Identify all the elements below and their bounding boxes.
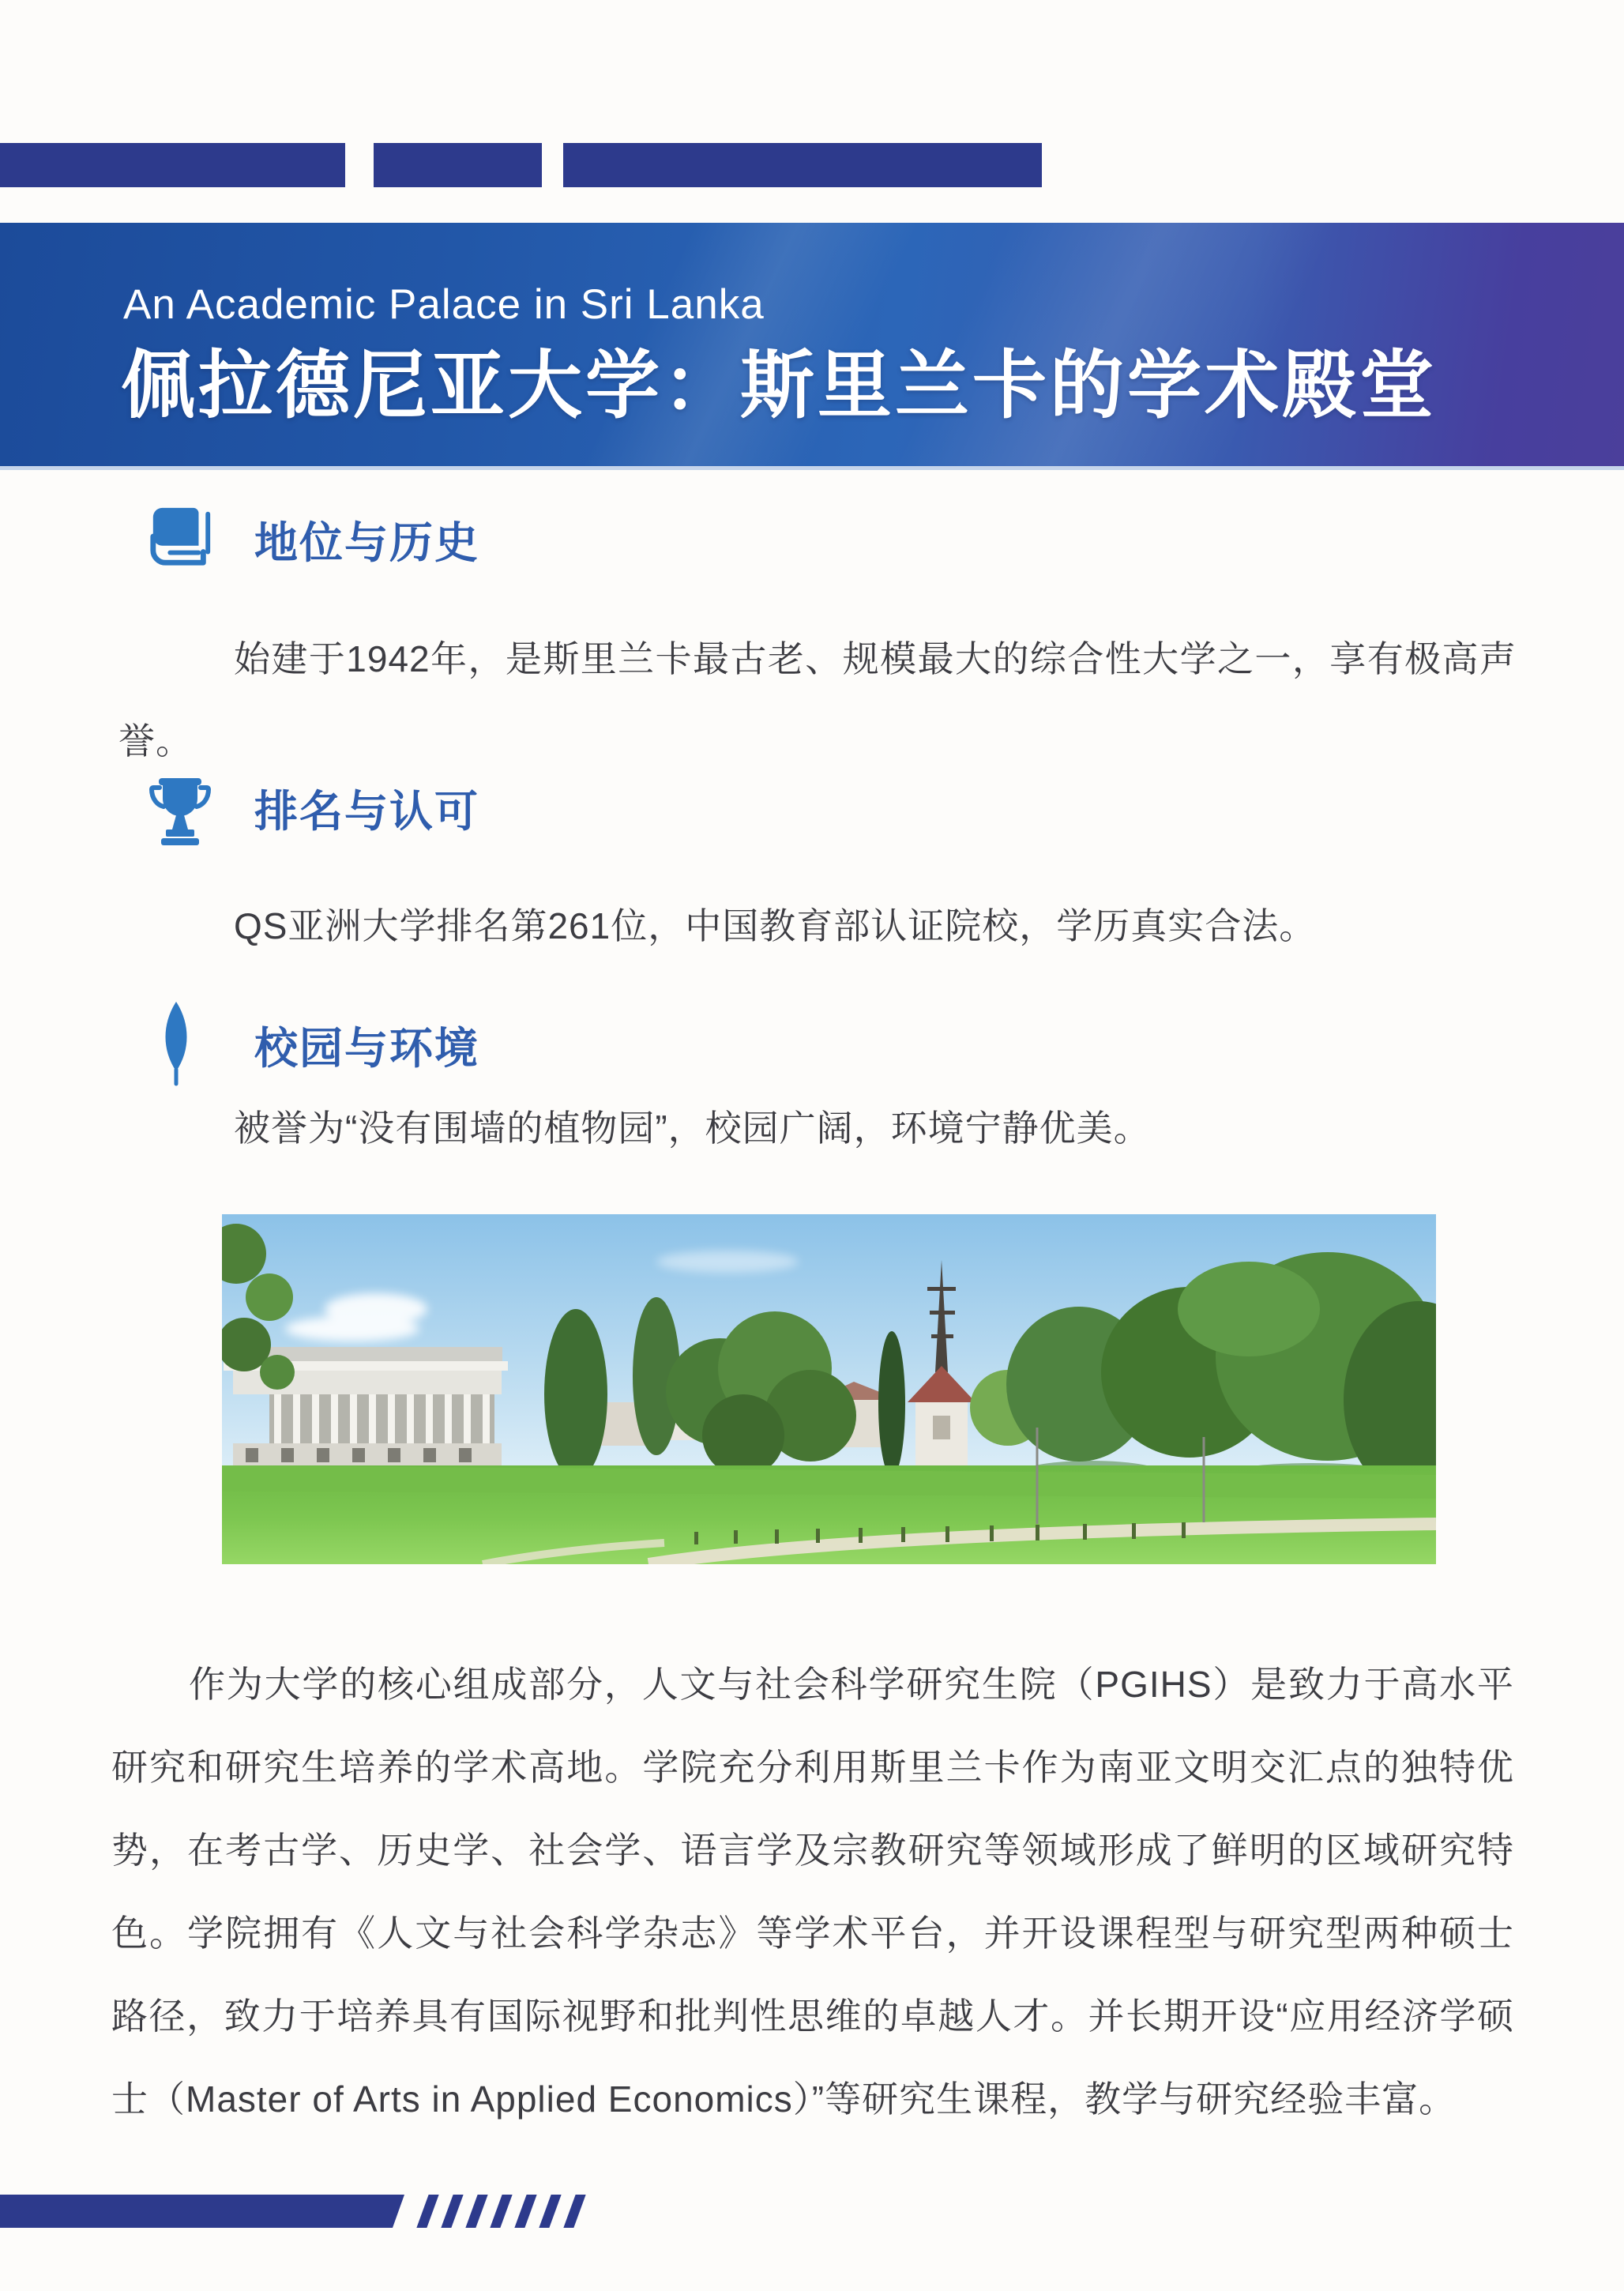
- section-title-campus: 校园与环境: [254, 1024, 480, 1073]
- banner-underline: [0, 466, 1624, 470]
- section-title-history: 地位与历史: [254, 518, 480, 567]
- top-decor-bar-long: [0, 143, 345, 187]
- section-body-ranking: QS亚洲大学排名第261位，中国教育部认证院校，学历真实合法。: [234, 905, 1317, 946]
- trophy-icon: [148, 774, 212, 847]
- book-icon: [147, 502, 215, 570]
- leaf-icon: [155, 1000, 197, 1087]
- footer-stripe: [465, 2195, 487, 2228]
- section-body-campus: 被誉为“没有围墙的植物园”，校园广阔，环境宁静优美。: [234, 1108, 1151, 1149]
- section-title-ranking: 排名与认可: [254, 787, 480, 836]
- footer-stripe: [514, 2195, 536, 2228]
- footer-stripe: [563, 2195, 585, 2228]
- banner-subtitle-en: An Academic Palace in Sri Lanka: [123, 281, 765, 328]
- top-decor-bar-short: [374, 143, 542, 187]
- footer-stripe: [416, 2195, 438, 2228]
- top-decor-bar-medium: [563, 143, 1042, 187]
- section-body-history: 始建于1942年，是斯里兰卡最古老、规模最大的综合性大学之一，享有极高声誉。: [118, 638, 1517, 762]
- footer-stripe: [490, 2195, 512, 2228]
- footer-stripe: [539, 2195, 561, 2228]
- footer-decor-bar: [0, 2195, 404, 2228]
- pgihs-paragraph: 作为大学的核心组成部分，人文与社会科学研究生院（PGIHS）是致力于高水平研究和研究生培养的学术高地。学院充分利用斯里兰卡作为南亚文明交汇点的独特优势，在考古学、历史学、社会学、语言学及宗教研究等领域形成了鲜明的区域研究特色。学院拥有《人文与社会科学杂志》等学术平台，并开设课程型与研究型两种硕士路径，致力于培养具有国际视野和批判性思维的卓越人才。并长期开设“应用经济学硕士（Master of Arts in Applied Economics）”等研究生课程，教学与研究经验丰富。: [111, 1664, 1514, 2120]
- header-banner: [0, 223, 1624, 466]
- footer-stripe: [441, 2195, 463, 2228]
- campus-photo: [222, 1214, 1436, 1564]
- page-title: 佩拉德尼亚大学：斯里兰卡的学术殿堂: [121, 344, 1438, 427]
